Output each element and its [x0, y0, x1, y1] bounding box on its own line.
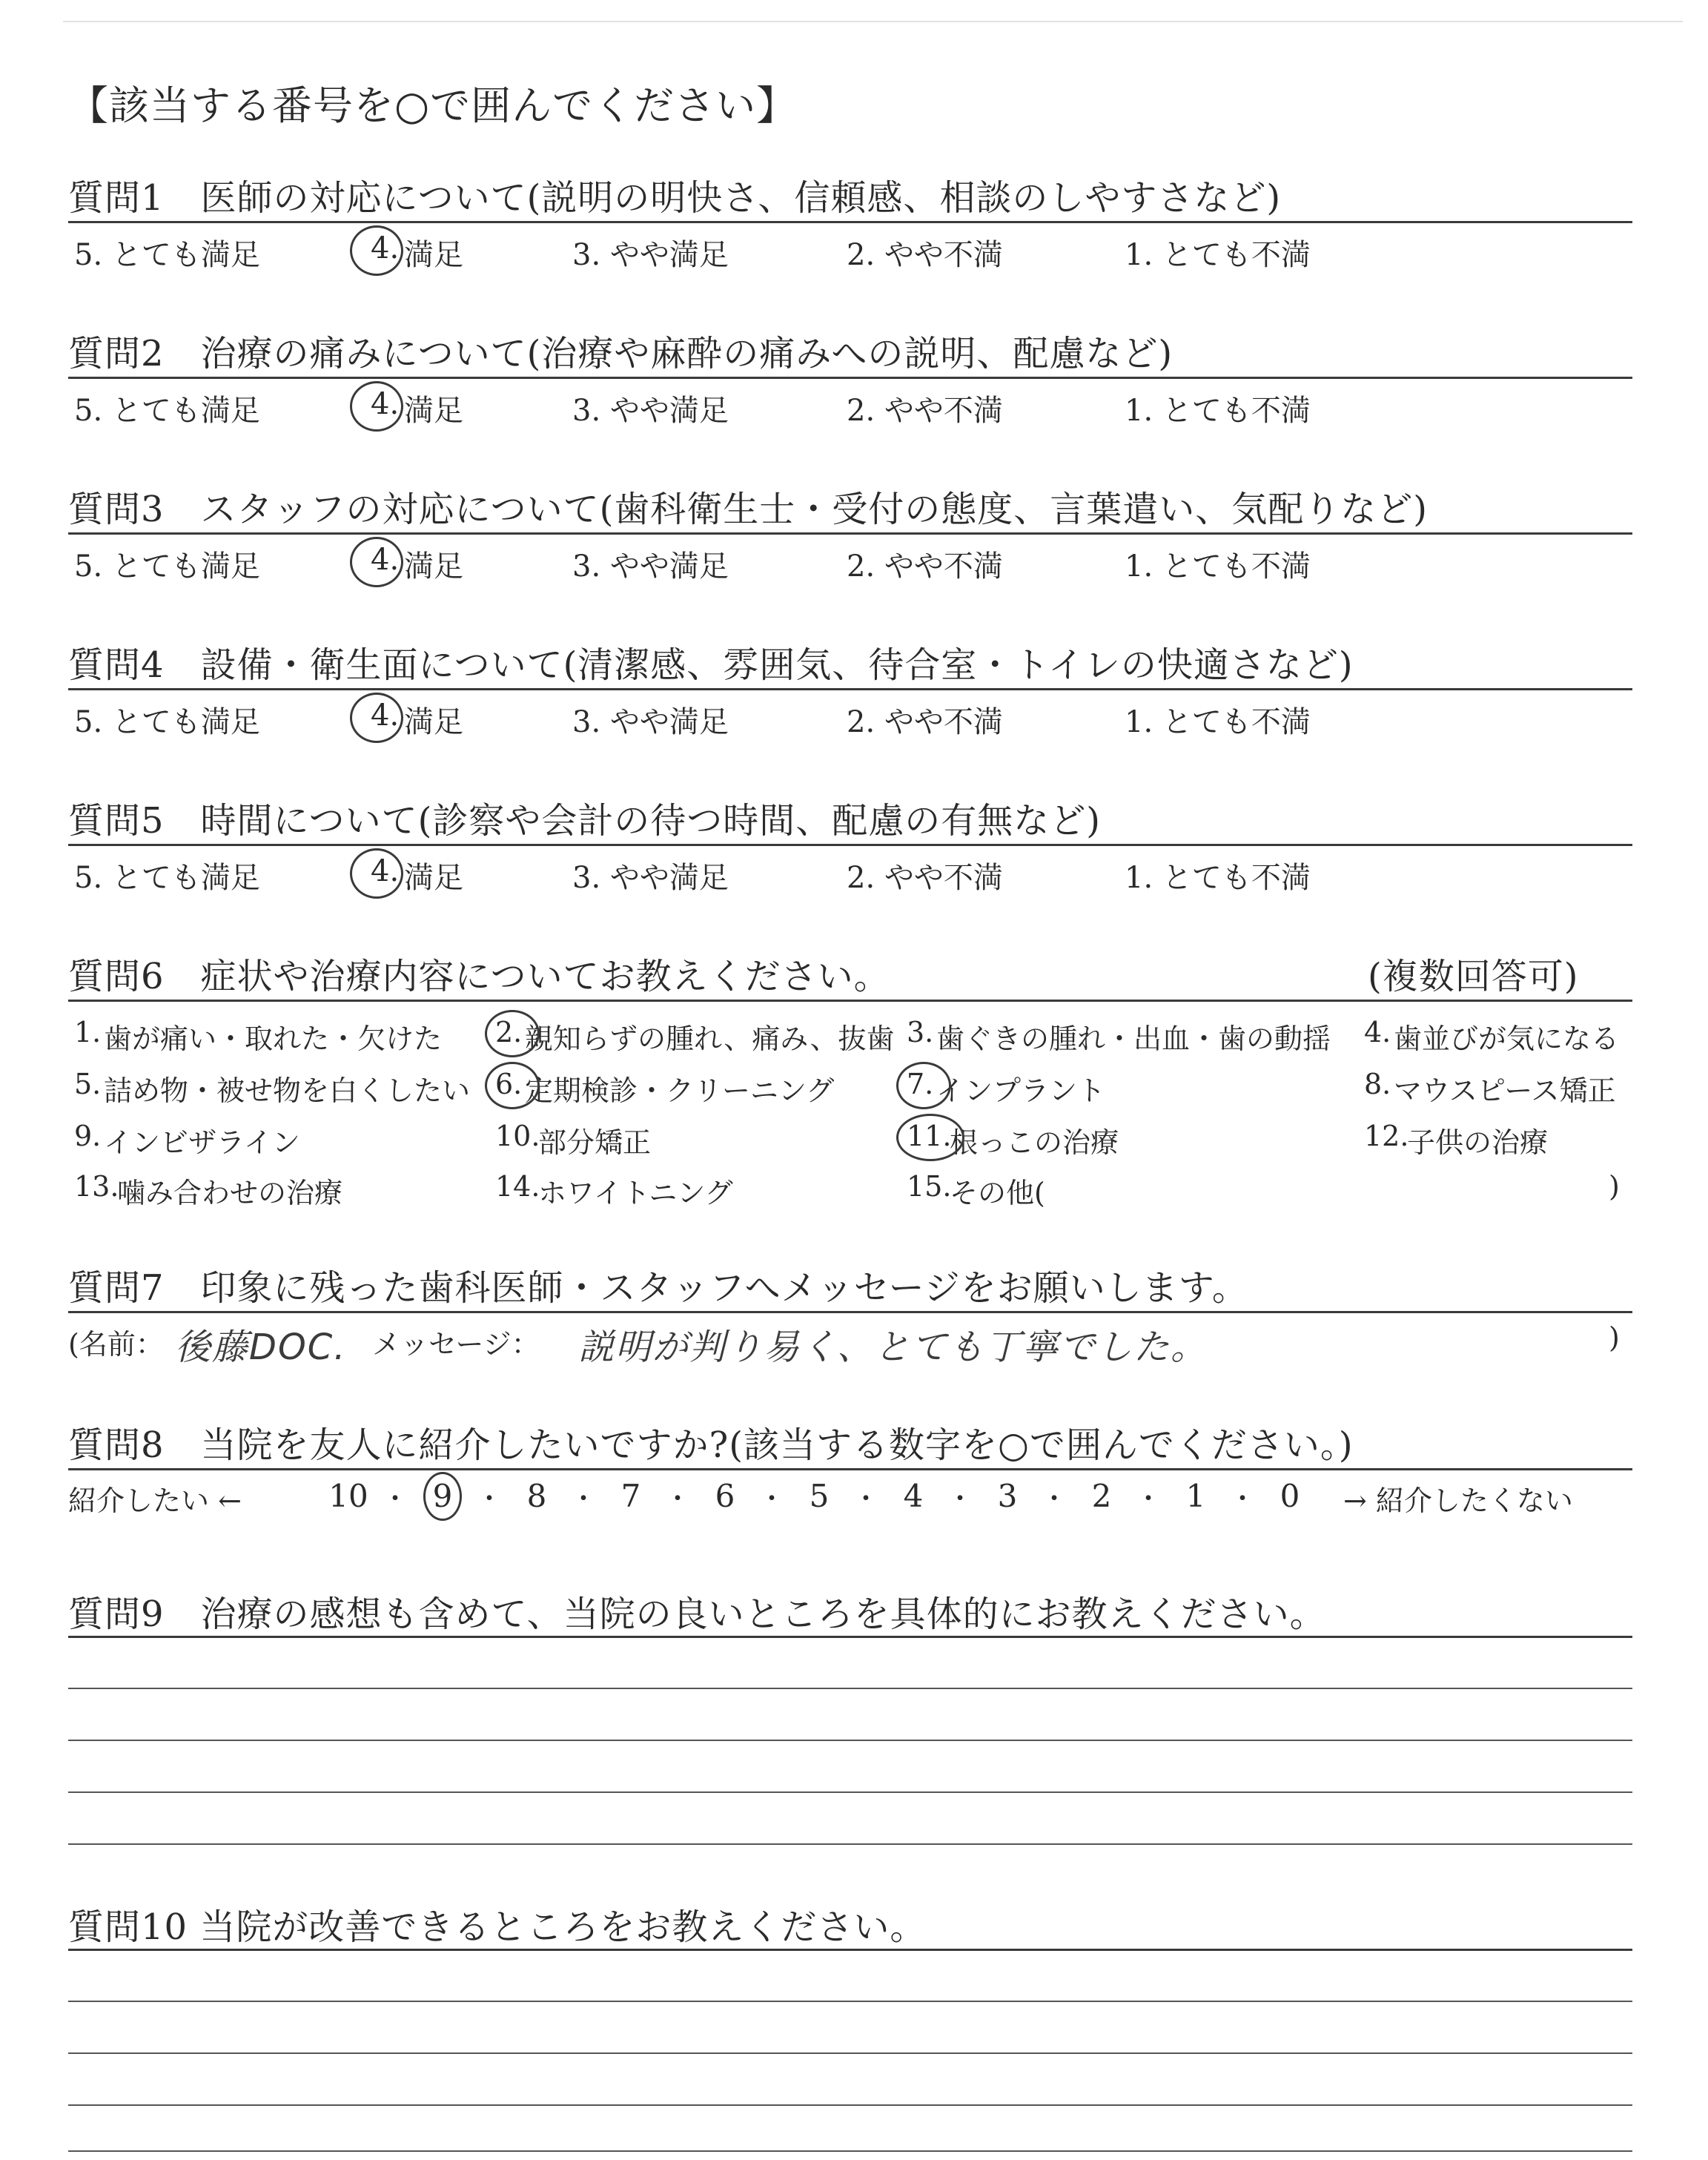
- q4-option[interactable]: 2. やや不満: [847, 705, 1003, 739]
- q4-option[interactable]: 5. とても満足: [74, 705, 260, 739]
- q5-option[interactable]: 5. とても満足: [74, 861, 260, 895]
- q6-selected-circle: [485, 1062, 540, 1109]
- q6-option-label[interactable]: 子供の治療: [1407, 1126, 1549, 1159]
- q6-option-label[interactable]: 詰め物・被せ物を白くしたい: [104, 1074, 471, 1107]
- q6-option-number[interactable]: 2.: [495, 1016, 523, 1048]
- q9-rule: [68, 1636, 1632, 1638]
- q9-answer-line[interactable]: [68, 1791, 1632, 1793]
- q6-option-label[interactable]: 歯ぐきの腫れ・出血・歯の動揺: [936, 1023, 1331, 1055]
- q6-other-close-paren: ): [1609, 1170, 1620, 1203]
- q6-option-label[interactable]: 部分矯正: [538, 1126, 652, 1159]
- q6-option-label[interactable]: ホワイトニング: [538, 1177, 733, 1209]
- q6-option-label[interactable]: 根っこの治療: [950, 1126, 1119, 1159]
- q5-title: 質問5 時間について(診察や会計の待つ時間、配慮の有無など): [68, 800, 1102, 842]
- q8-scale-number[interactable]: 8: [526, 1478, 547, 1514]
- q6-option-number[interactable]: 12.: [1364, 1120, 1409, 1152]
- q4-option[interactable]: 4.: [371, 698, 400, 733]
- q10-answer-line[interactable]: [68, 2052, 1632, 2054]
- q6-option-label[interactable]: 親知らずの腫れ、痛み、抜歯: [525, 1023, 895, 1055]
- q5-option[interactable]: 満足: [404, 861, 463, 895]
- q7-name-label: (名前：: [68, 1328, 164, 1361]
- q8-scale-number[interactable]: 5: [809, 1478, 830, 1514]
- page-title: 【該当する番号を○で囲んでください】: [68, 82, 798, 129]
- q1-option[interactable]: 3. やや満足: [572, 238, 729, 272]
- q7-name-value[interactable]: 後藤DOC.: [175, 1327, 347, 1368]
- q8-title: 質問8 当院を友人に紹介したいですか?(該当する数字を○で囲んでください。): [68, 1424, 1354, 1466]
- q3-title: 質問3 スタッフの対応について(歯科衛生士・受付の態度、言葉遣い、気配りなど): [68, 489, 1429, 530]
- q5-rule: [68, 844, 1632, 846]
- q2-option[interactable]: 1. とても不満: [1125, 394, 1311, 428]
- q7-title: 質問7 印象に残った歯科医師・スタッフへメッセージをお願いします。: [68, 1267, 1248, 1309]
- q6-option-label[interactable]: マウスピース矯正: [1394, 1074, 1616, 1107]
- q7-message-value[interactable]: 説明が判り易く、とても丁寧でした。: [578, 1327, 1208, 1368]
- q1-option[interactable]: 2. やや不満: [847, 238, 1003, 272]
- q6-option-label[interactable]: インプラント: [936, 1074, 1106, 1107]
- q10-rule: [68, 1949, 1632, 1951]
- q8-scale-separator: ・: [946, 1484, 973, 1514]
- q10-answer-line[interactable]: [68, 2001, 1632, 2002]
- q8-scale-separator: ・: [381, 1484, 408, 1514]
- q6-option-number[interactable]: 7.: [907, 1068, 934, 1100]
- q2-option[interactable]: 満足: [404, 394, 463, 428]
- q10-answer-line[interactable]: [68, 2150, 1632, 2152]
- q6-option-number[interactable]: 14.: [495, 1170, 540, 1203]
- q8-scale-number[interactable]: 10: [328, 1478, 368, 1514]
- q6-option-label[interactable]: 歯が痛い・取れた・欠けた: [104, 1023, 443, 1055]
- q8-scale-number[interactable]: 2: [1091, 1478, 1112, 1514]
- q3-selected-circle: [350, 537, 403, 587]
- q6-selected-circle: [485, 1010, 540, 1057]
- q6-option-number[interactable]: 11.: [907, 1120, 952, 1152]
- q5-option[interactable]: 3. やや満足: [572, 861, 729, 895]
- q6-rule: [68, 1000, 1632, 1002]
- q10-answer-line[interactable]: [68, 2104, 1632, 2106]
- q9-answer-line[interactable]: [68, 1688, 1632, 1689]
- q6-option-number[interactable]: 15.: [907, 1170, 952, 1203]
- q8-scale-separator: ・: [569, 1484, 597, 1514]
- q1-title: 質問1 医師の対応について(説明の明快さ、信頼感、相談のしやすさなど): [68, 177, 1282, 219]
- q8-scale-number[interactable]: 1: [1185, 1478, 1206, 1514]
- top-edge-line: [63, 21, 1683, 22]
- q2-title: 質問2 治療の痛みについて(治療や麻酔の痛みへの説明、配慮など): [68, 333, 1174, 374]
- q1-option[interactable]: 満足: [404, 238, 463, 272]
- q2-selected-circle: [350, 381, 403, 432]
- q7-rule: [68, 1311, 1632, 1313]
- q8-scale-number[interactable]: 4: [903, 1478, 924, 1514]
- q1-option[interactable]: 4.: [371, 231, 400, 265]
- q5-option[interactable]: 4.: [371, 854, 400, 888]
- q6-option-number[interactable]: 9.: [74, 1120, 102, 1152]
- q6-option-label[interactable]: 歯並びが気になる: [1394, 1023, 1620, 1055]
- q2-rule: [68, 377, 1632, 379]
- q1-option[interactable]: 5. とても満足: [74, 238, 260, 272]
- q5-selected-circle: [350, 848, 403, 899]
- q6-option-number[interactable]: 13.: [74, 1170, 119, 1203]
- q6-option-number[interactable]: 10.: [495, 1120, 540, 1152]
- q8-scale-number[interactable]: 3: [997, 1478, 1018, 1514]
- q2-option[interactable]: 4.: [371, 387, 400, 421]
- q6-title: 質問6 症状や治療内容についてお教えください。: [68, 956, 890, 997]
- q3-option[interactable]: 2. やや不満: [847, 549, 1003, 584]
- q8-selected-circle: [423, 1472, 462, 1521]
- q6-note: (複数回答可): [1368, 956, 1579, 997]
- q3-option[interactable]: 満足: [404, 549, 463, 584]
- q7-close-paren: ): [1609, 1321, 1620, 1354]
- q6-option-number[interactable]: 8.: [1364, 1068, 1391, 1100]
- q8-scale-separator: ・: [663, 1484, 691, 1514]
- q6-option-number[interactable]: 3.: [907, 1016, 934, 1048]
- q1-selected-circle: [350, 225, 403, 276]
- q8-rule: [68, 1468, 1632, 1470]
- q8-left-label: 紹介したい ←: [68, 1484, 242, 1517]
- q6-option-label[interactable]: その他(: [950, 1177, 1045, 1209]
- q10-title: 質問10 当院が改善できるところをお教えください。: [68, 1906, 927, 1948]
- q8-scale-separator: ・: [1228, 1484, 1256, 1514]
- q6-option-number[interactable]: 1.: [74, 1016, 102, 1048]
- q3-option[interactable]: 5. とても満足: [74, 549, 260, 584]
- q8-scale-number[interactable]: 6: [715, 1478, 735, 1514]
- q6-selected-circle: [896, 1114, 964, 1161]
- q9-title: 質問9 治療の感想も含めて、当院の良いところを具体的にお教えください。: [68, 1593, 1326, 1635]
- q8-right-label: → 紹介したくない: [1343, 1484, 1573, 1517]
- q4-rule: [68, 688, 1632, 690]
- q1-rule: [68, 221, 1632, 223]
- q6-selected-circle: [896, 1062, 951, 1109]
- q8-scale-number[interactable]: 0: [1280, 1478, 1300, 1514]
- q3-rule: [68, 532, 1632, 535]
- q7-message-label: メッセージ：: [372, 1328, 540, 1361]
- q8-scale-separator: ・: [1134, 1484, 1162, 1514]
- q3-option[interactable]: 4.: [371, 543, 400, 577]
- q2-option[interactable]: 3. やや満足: [572, 394, 729, 428]
- q9-answer-line[interactable]: [68, 1843, 1632, 1845]
- q4-selected-circle: [350, 693, 403, 743]
- q2-option[interactable]: 5. とても満足: [74, 394, 260, 428]
- q6-option-label[interactable]: 定期検診・クリーニング: [525, 1074, 835, 1107]
- q4-option[interactable]: 3. やや満足: [572, 705, 729, 739]
- q6-option-number[interactable]: 5.: [74, 1068, 102, 1100]
- q4-option[interactable]: 満足: [404, 705, 463, 739]
- q5-option[interactable]: 1. とても不満: [1125, 861, 1311, 895]
- q8-scale-separator: ・: [1040, 1484, 1068, 1514]
- q9-answer-line[interactable]: [68, 1740, 1632, 1741]
- q2-option[interactable]: 2. やや不満: [847, 394, 1003, 428]
- q5-option[interactable]: 2. やや不満: [847, 861, 1003, 895]
- q3-option[interactable]: 3. やや満足: [572, 549, 729, 584]
- q8-scale-separator: ・: [852, 1484, 879, 1514]
- q8-scale-separator: ・: [758, 1484, 785, 1514]
- q6-option-label[interactable]: 噛み合わせの治療: [117, 1177, 343, 1209]
- q8-scale-number[interactable]: 9: [432, 1478, 453, 1514]
- q6-option-label[interactable]: インビザライン: [104, 1126, 300, 1159]
- q3-option[interactable]: 1. とても不満: [1125, 549, 1311, 584]
- q4-option[interactable]: 1. とても不満: [1125, 705, 1311, 739]
- q8-scale-separator: ・: [475, 1484, 503, 1514]
- q8-scale-number[interactable]: 7: [620, 1478, 641, 1514]
- q1-option[interactable]: 1. とても不満: [1125, 238, 1311, 272]
- q4-title: 質問4 設備・衛生面について(清潔感、雰囲気、待合室・トイレの快適さなど): [68, 644, 1354, 686]
- q6-option-number[interactable]: 4.: [1364, 1016, 1391, 1048]
- q6-option-number[interactable]: 6.: [495, 1068, 523, 1100]
